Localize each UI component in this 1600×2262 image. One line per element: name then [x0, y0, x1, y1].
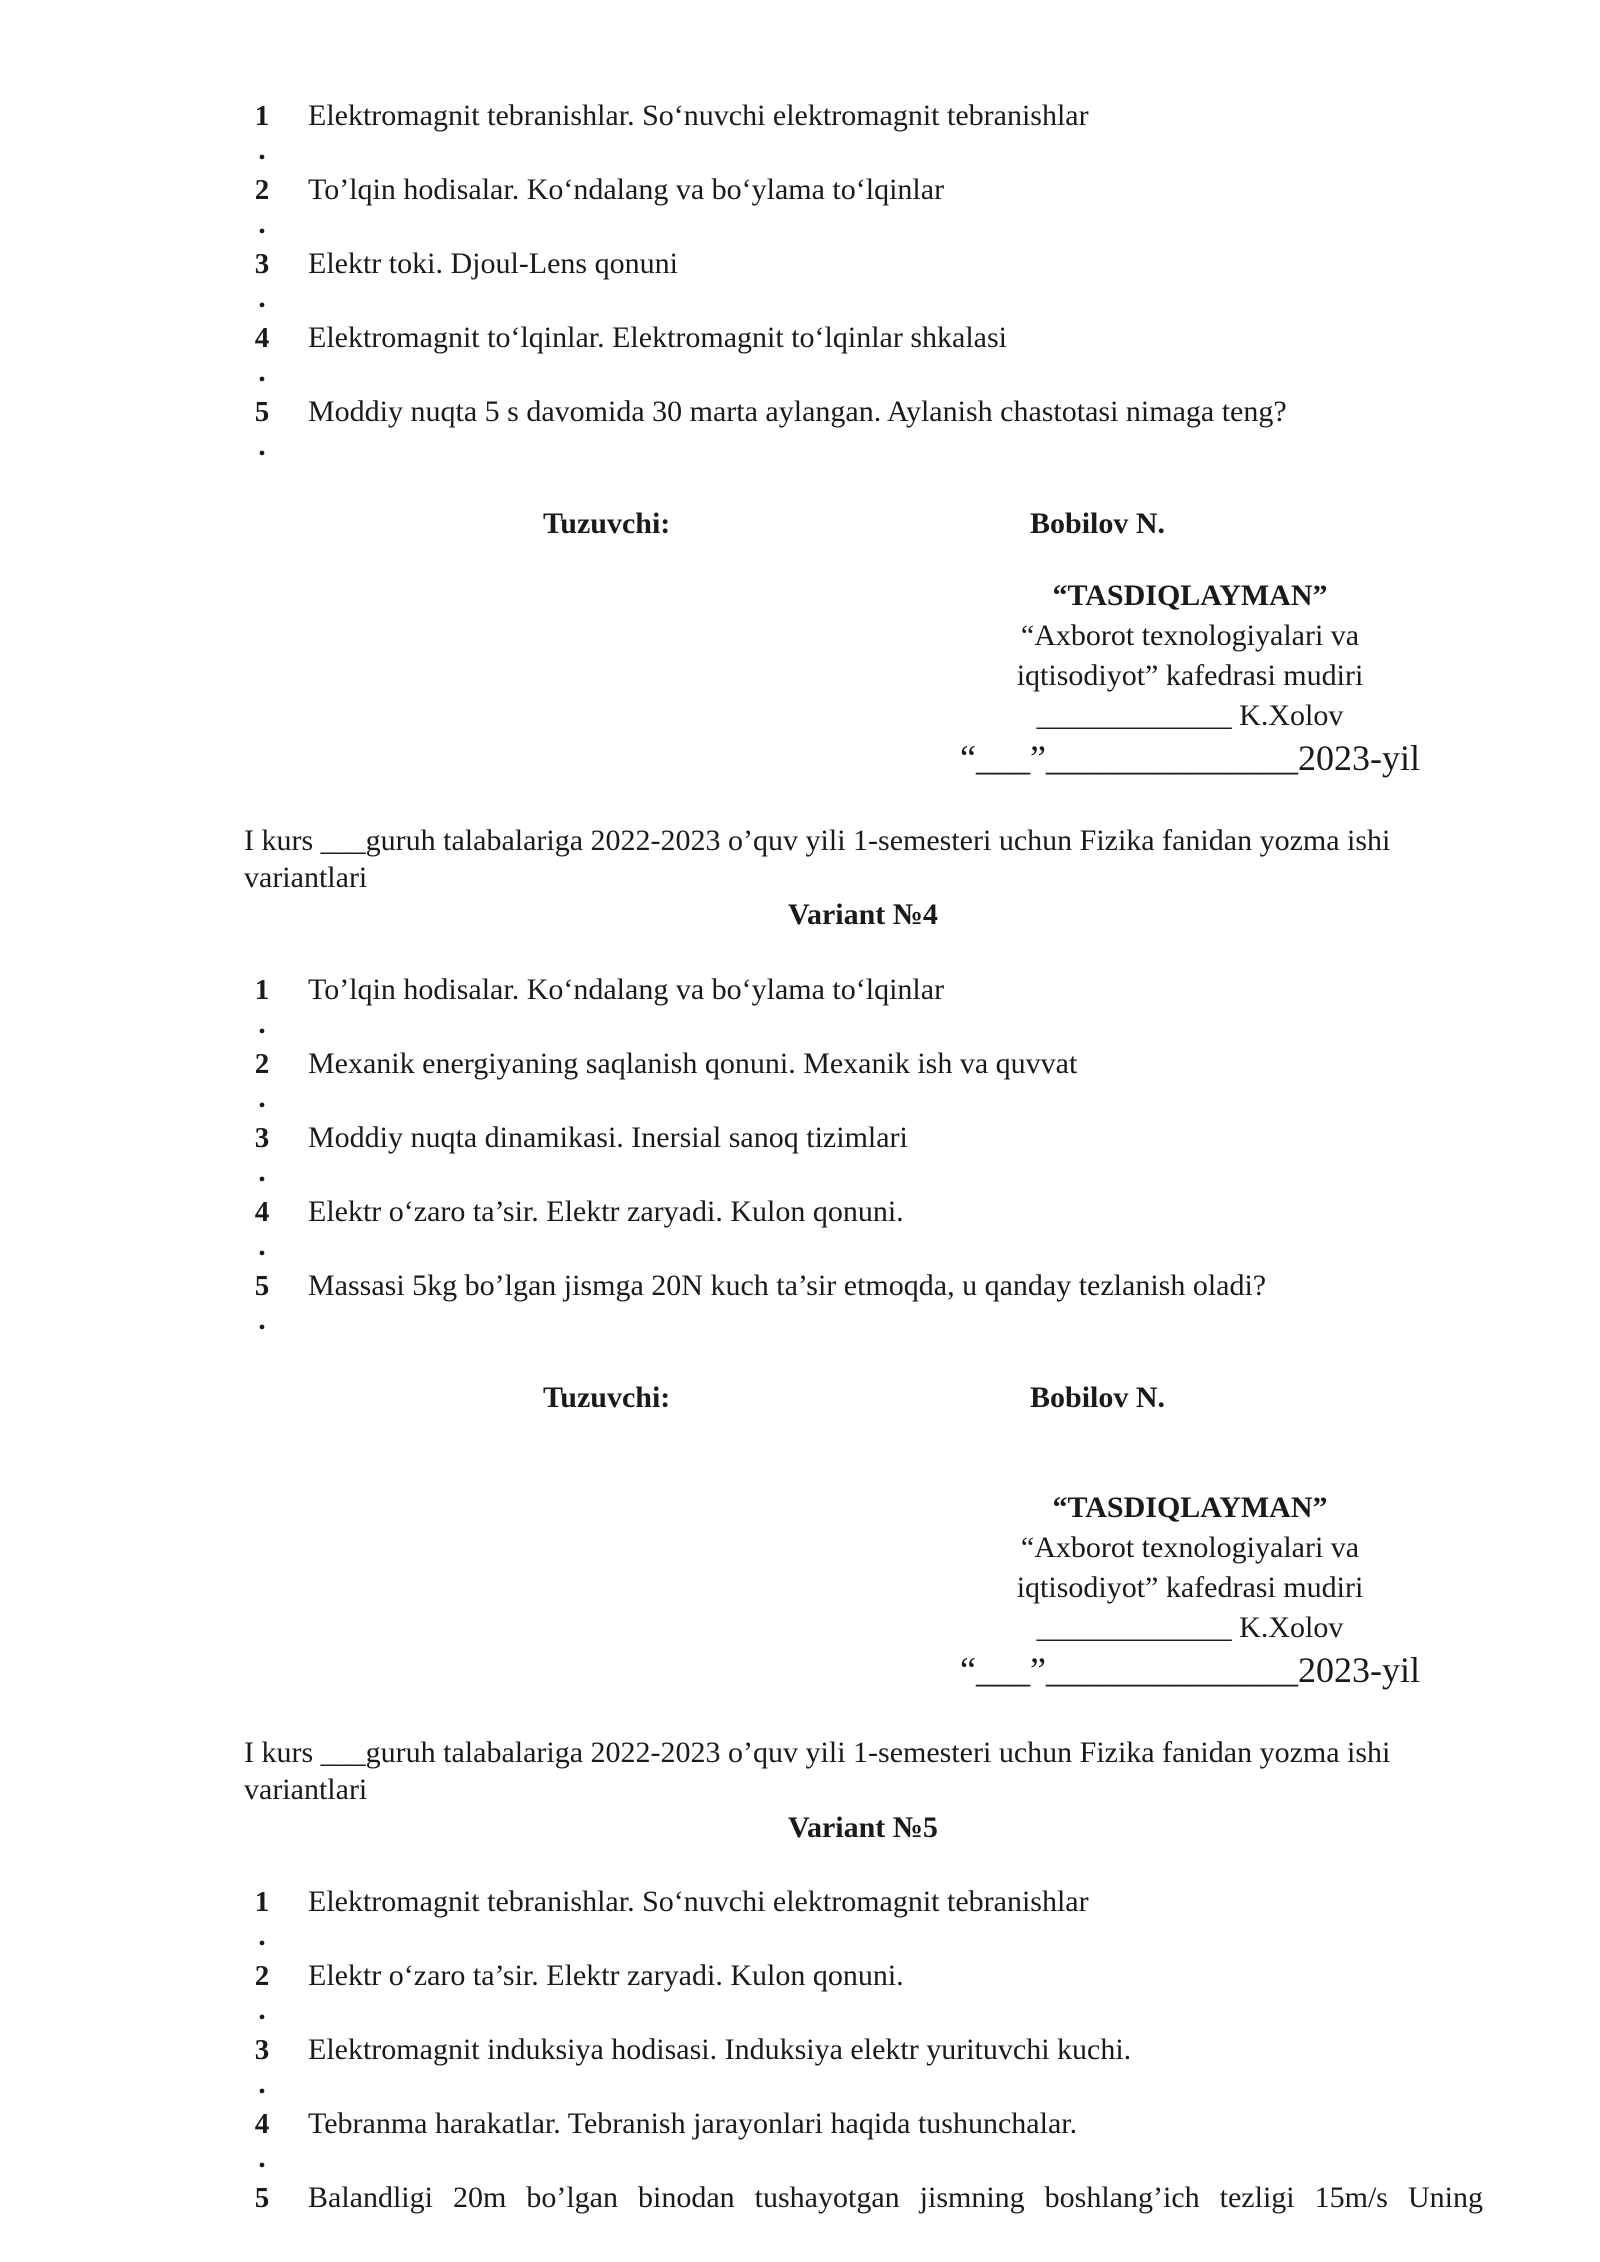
question-text: Elektromagnit to‘lqinlar. Elektromagnit to‘lqinlar shkalasi: [308, 321, 1008, 354]
question-item: [0, 392, 1600, 466]
question-number-dot: .: [258, 282, 266, 314]
question-number: 4: [254, 322, 270, 354]
variant-intro: I kurs ___guruh talabalariga 2022-2023 o’quv yili 1-semesteri uchun Fizika fanidan yozma ishi variantlari: [244, 824, 1391, 894]
approval-department: “Axborot texnologiyalari va: [1020, 619, 1360, 652]
compiler-name: Bobilov N.: [1030, 1381, 1166, 1414]
compiler-label: Tuzuvchi:: [543, 1381, 671, 1414]
approval-title: “TASDIQLAYMAN”: [1052, 579, 1328, 612]
question-text: Tebranma harakatlar. Tebranish jarayonlari haqida tushunchalar.: [308, 2107, 1078, 2140]
approval-position: iqtisodiyot” kafedrasi mudiri: [1016, 1571, 1364, 1604]
question-item: [0, 2104, 1600, 2178]
question-number: 4: [254, 2108, 270, 2140]
approval-position: iqtisodiyot” kafedrasi mudiri: [1016, 659, 1364, 692]
question-text: Balandligi 20m bo’lgan binodan tushayotgan jismning boshlang’ich tezligi 15m/s Uning: [308, 2181, 1483, 2214]
approval-date: “___”______________2023-yil: [960, 738, 1420, 778]
question-number-dot: .: [258, 356, 266, 388]
question-text: Elektromagnit tebranishlar. So‘nuvchi elektromagnit tebranishlar: [308, 99, 1089, 132]
approval-title: “TASDIQLAYMAN”: [1052, 1491, 1328, 1524]
variant-title: Variant №5: [788, 1811, 938, 1844]
question-number: 2: [254, 1048, 270, 1080]
question-number: 1: [254, 974, 270, 1006]
question-item: [0, 2030, 1600, 2104]
question-number-dot: .: [258, 430, 266, 462]
question-number: 3: [254, 1122, 270, 1154]
compiler-label: Tuzuvchi:: [543, 507, 671, 540]
question-item: [0, 1192, 1600, 1266]
question-text: Elektr o‘zaro ta’sir. Elektr zaryadi. Kulon qonuni.: [308, 1195, 904, 1228]
question-number-dot: .: [258, 2142, 266, 2174]
question-number: 2: [254, 1960, 270, 1992]
compiler-name: Bobilov N.: [1030, 507, 1166, 540]
question-number: 3: [254, 248, 270, 280]
question-text: To’lqin hodisalar. Ko‘ndalang va bo‘ylama to‘lqinlar: [308, 973, 945, 1006]
question-item: [0, 1044, 1600, 1118]
question-number-dot: .: [258, 1156, 266, 1188]
question-item: [0, 170, 1600, 244]
question-text: Elektromagnit induksiya hodisasi. Induksiya elektr yurituvchi kuchi.: [308, 2033, 1132, 2066]
question-number: 3: [254, 2034, 270, 2066]
question-item: [0, 1266, 1600, 1340]
question-number-dot: .: [258, 1230, 266, 1262]
question-item: [0, 318, 1600, 392]
question-number: 1: [254, 100, 270, 132]
question-text: Mexanik energiyaning saqlanish qonuni. Mexanik ish va quvvat: [308, 1047, 1078, 1080]
question-number: 5: [254, 396, 270, 428]
variant-title: Variant №4: [788, 898, 938, 931]
question-number-dot: .: [258, 1304, 266, 1336]
question-item: [0, 1956, 1600, 2030]
variant-intro: I kurs ___guruh talabalariga 2022-2023 o’quv yili 1-semesteri uchun Fizika fanidan yozma ishi variantlari: [244, 1736, 1391, 1806]
question-number: 5: [254, 1270, 270, 1302]
question-item: [0, 970, 1600, 1044]
approval-signature: _____________ K.Xolov: [1036, 699, 1344, 732]
question-number-dot: .: [258, 1082, 266, 1114]
question-item: [0, 1882, 1600, 1956]
question-item: [0, 2178, 1600, 2228]
question-text: To’lqin hodisalar. Ko‘ndalang va bo‘ylama to‘lqinlar: [308, 173, 945, 206]
question-number-dot: .: [258, 1008, 266, 1040]
question-text: Moddiy nuqta dinamikasi. Inersial sanoq tizimlari: [308, 1121, 908, 1154]
question-item: [0, 1118, 1600, 1192]
question-number-dot: .: [258, 1994, 266, 2026]
question-text: Elektr o‘zaro ta’sir. Elektr zaryadi. Kulon qonuni.: [308, 1959, 904, 1992]
approval-date: “___”______________2023-yil: [960, 1650, 1420, 1690]
question-text: Moddiy nuqta 5 s davomida 30 marta aylangan. Aylanish chastotasi nimaga teng?: [308, 395, 1287, 428]
question-number: 4: [254, 1196, 270, 1228]
approval-block: [860, 1488, 1520, 1692]
question-number: 1: [254, 1886, 270, 1918]
question-number-dot: .: [258, 2068, 266, 2100]
question-text: Massasi 5kg bo’lgan jismga 20N kuch ta’sir etmoqda, u qanday tezlanish oladi?: [308, 1269, 1267, 1302]
question-number: 5: [254, 2182, 270, 2214]
approval-department: “Axborot texnologiyalari va: [1020, 1531, 1360, 1564]
question-text: Elektr toki. Djoul-Lens qonuni: [308, 247, 678, 280]
question-text: Elektromagnit tebranishlar. So‘nuvchi elektromagnit tebranishlar: [308, 1885, 1089, 1918]
question-number-dot: .: [258, 208, 266, 240]
approval-block: [860, 576, 1520, 780]
question-number-dot: .: [258, 134, 266, 166]
question-number-dot: .: [258, 1920, 266, 1952]
question-item: [0, 96, 1600, 170]
question-number: 2: [254, 174, 270, 206]
approval-signature: _____________ K.Xolov: [1036, 1611, 1344, 1644]
question-item: [0, 244, 1600, 318]
